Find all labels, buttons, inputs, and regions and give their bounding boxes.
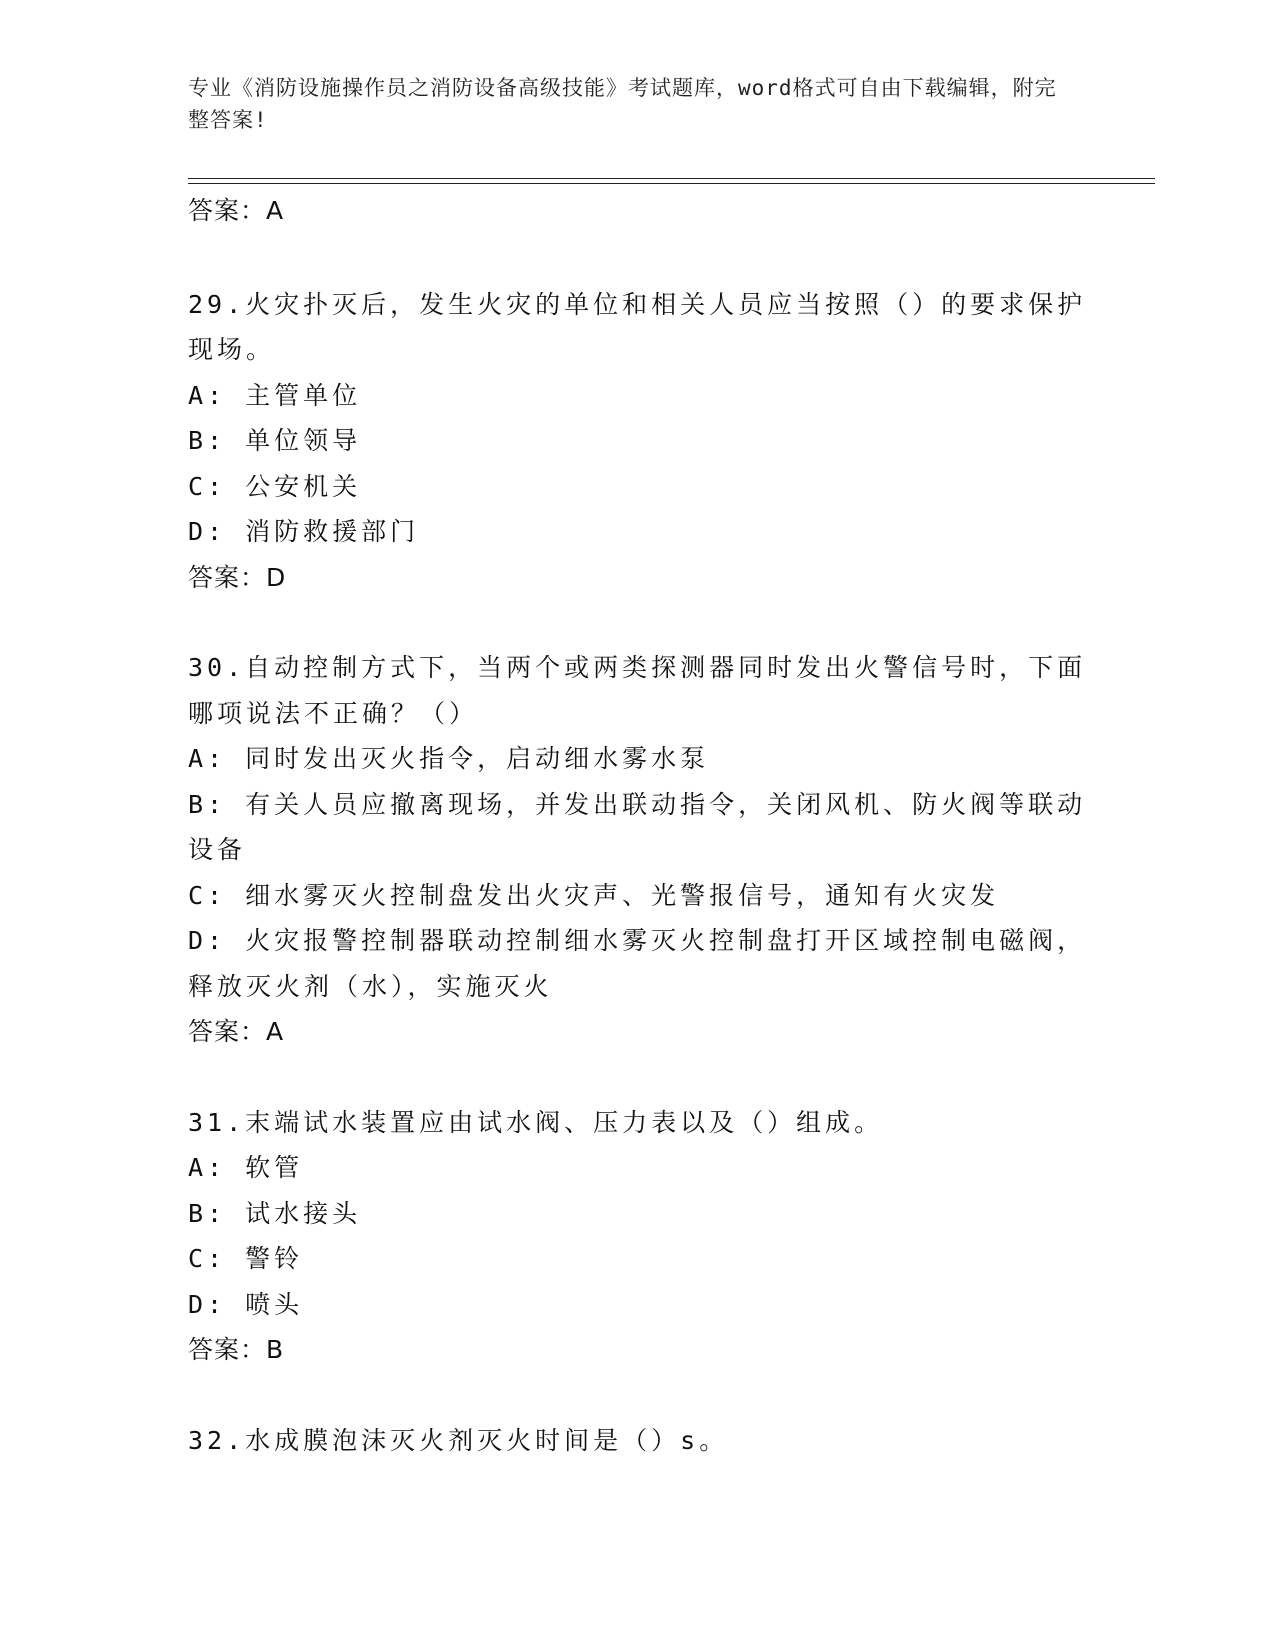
option-a: A: 软管 <box>188 1153 304 1182</box>
question-30 <box>188 645 1088 1055</box>
option-c: C: 警铃 <box>188 1244 304 1273</box>
question-32 <box>188 1418 1088 1464</box>
document-header: 专业《消防设施操作员之消防设备高级技能》考试题库，word格式可自由下载编辑，附完整答案! <box>188 76 1057 132</box>
option-a: A: 主管单位 <box>188 380 362 410</box>
header-rule-bottom <box>188 183 1155 184</box>
header-rule-top <box>188 178 1155 179</box>
question-stem-line: 哪项说法不正确？（） <box>188 698 479 728</box>
question-stem-line: 30.自动控制方式下，当两个或两类探测器同时发出火警信号时，下面 <box>188 653 1087 682</box>
answer: 答案：D <box>188 562 287 592</box>
question-stem-line: 现场。 <box>188 335 276 364</box>
question-stem-line: 31.末端试水装置应由试水阀、压力表以及（）组成。 <box>188 1107 884 1137</box>
question-stem-line: 32.水成膜泡沫灭火剂灭火时间是（）s。 <box>188 1425 729 1455</box>
option-c: C: 细水雾灭火控制盘发出火灾声、光警报信号，通知有火灾发 <box>188 880 1000 910</box>
question-31 <box>188 1100 1088 1373</box>
question-29 <box>188 282 1088 601</box>
question-stem-line: 29.火灾扑灭后，发生火灾的单位和相关人员应当按照（）的要求保护 <box>188 289 1087 319</box>
option-b: B: 有关人员应撤离现场，并发出联动指令，关闭风机、防火阀等联动 <box>188 789 1087 819</box>
option-d: D: 火灾报警控制器联动控制细水雾灭火控制盘打开区域控制电磁阀， <box>188 926 1087 955</box>
option-d-continued: 释放灭火剂（水），实施灭火 <box>188 971 553 1001</box>
previous-answer: 答案：A <box>188 196 285 225</box>
answer: 答案：A <box>188 1017 285 1046</box>
option-a: A: 同时发出灭火指令，启动细水雾水泵 <box>188 744 710 773</box>
option-b: B: 单位领导 <box>188 426 362 455</box>
option-b-continued: 设备 <box>188 835 247 864</box>
question-list <box>188 188 1088 1463</box>
option-d: D: 喷头 <box>188 1289 304 1319</box>
answer: 答案：B <box>188 1335 285 1364</box>
option-c: C: 公安机关 <box>188 471 362 501</box>
option-b: B: 试水接头 <box>188 1198 362 1228</box>
option-d: D: 消防救援部门 <box>188 517 420 546</box>
